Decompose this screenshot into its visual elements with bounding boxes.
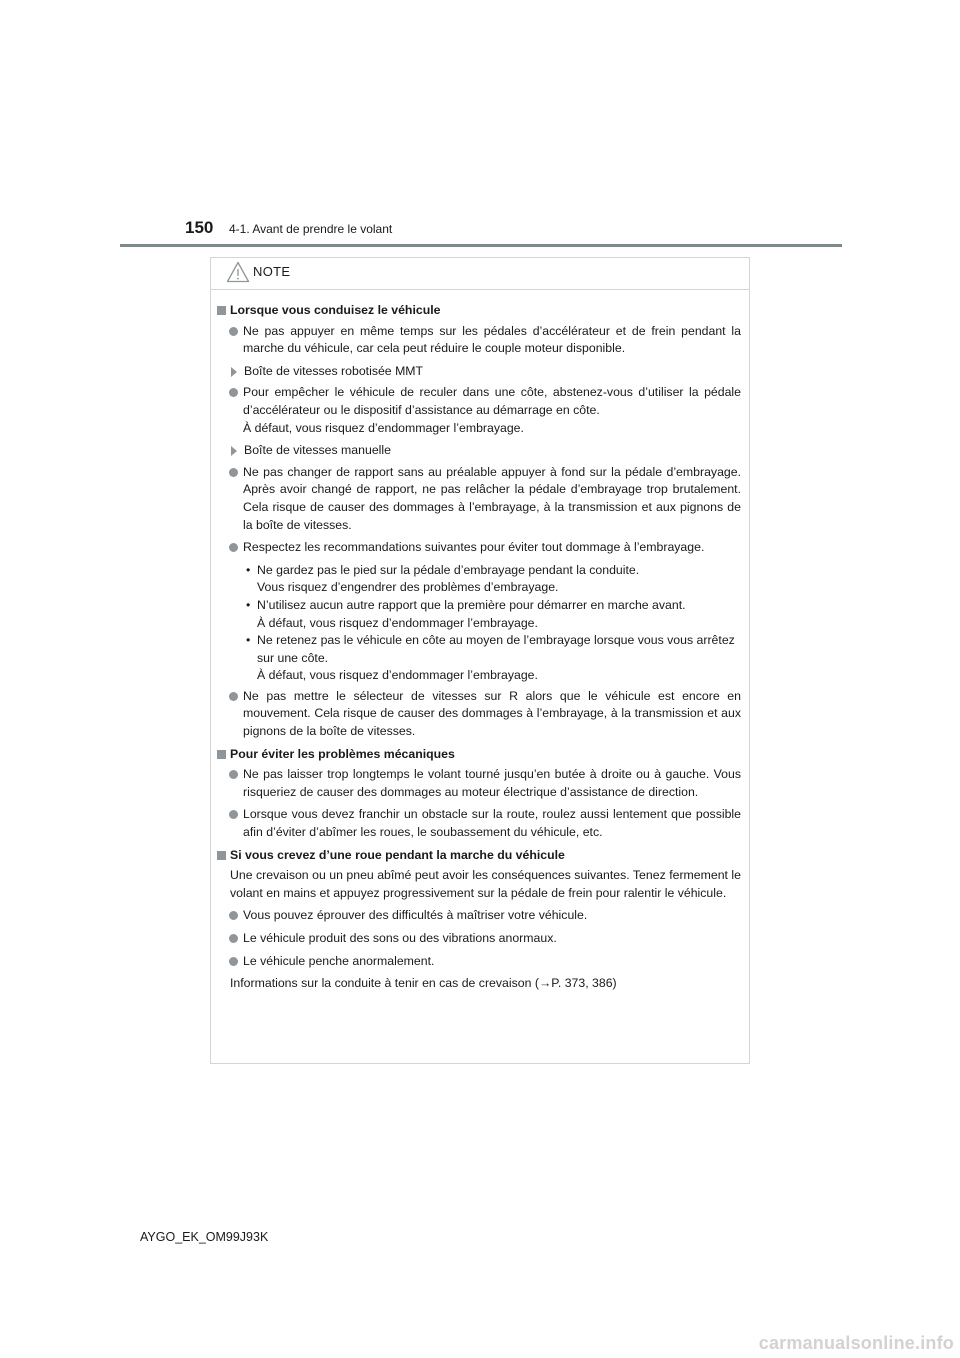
sub-line: • Ne gardez pas le pied sur la pédale d’embrayage pendant la conduite. — [257, 562, 640, 577]
note-box — [210, 257, 750, 1064]
bullet-item: Respectez les recommandations suivantes pour éviter tout dommage à l’embrayage. — [217, 539, 741, 557]
section-heading: Pour éviter les problèmes mécaniques — [217, 746, 741, 764]
bullet-item: Ne pas mettre le sélecteur de vitesses sur R alors que le véhicule est encore en mouvement. Cela risque de causer des dommages à l’embrayage, à la transmission et aux pignons de la boîte de vitesses. — [217, 688, 741, 741]
bullet-item: Ne pas changer de rapport sans au préalable appuyer à fond sur la pédale d’embrayage. Après avoir changé de rapport, ne pas relâcher la pédale d’embrayage trop brutalement. Cela risque de causer des dommages à l’embrayage, à la transmission et aux pignons de la boîte de vitesses. — [217, 464, 741, 534]
arrow-item: Boîte de vitesses robotisée MMT — [217, 363, 741, 381]
bullet-item: Le véhicule produit des sons ou des vibrations anormaux. — [217, 930, 741, 948]
section-heading: Lorsque vous conduisez le véhicule — [217, 302, 741, 320]
bullet-item: Ne pas appuyer en même temps sur les pédales d’accélérateur et de frein pendant la marche du véhicule, car cela peut réduire le couple moteur disponible. — [217, 323, 741, 358]
cross-reference: Informations sur la conduite à tenir en cas de crevaison (→P. 373, 386) — [230, 976, 617, 991]
section-heading: Si vous crevez d’une roue pendant la marche du véhicule — [217, 847, 741, 865]
bullet-item — [217, 384, 741, 437]
note-body — [211, 290, 749, 993]
paragraph: Une crevaison ou un pneu abîmé peut avoir les conséquences suivantes. Tenez fermement le volant en mains et appuyez progressivement sur la pédale de frein pour ralentir le véhicule. — [230, 868, 741, 900]
page-number: 150 — [185, 218, 214, 237]
bullet-line: À défaut, vous risquez d’endommager l’embrayage. — [243, 420, 524, 435]
sub-line: À défaut, vous risquez d’endommager l’embrayage. — [257, 615, 538, 630]
bullet-item: Le véhicule penche anormalement. — [217, 953, 741, 971]
sub-item — [217, 632, 741, 685]
watermark: carmanualsonline.info — [758, 1333, 954, 1353]
sub-line: • Ne retenez pas le véhicule en côte au moyen de l’embrayage lorsque vous vous arrêtez sur une côte. — [257, 633, 735, 665]
sub-item — [217, 597, 741, 632]
section-title: 4-1. Avant de prendre le volant — [229, 222, 393, 236]
bullet-line: Pour empêcher le véhicule de reculer dans une côte, abstenez-vous d’utiliser la pédale d’accélérateur ou le dispositif d’assistance au démarrage en côte. — [243, 385, 741, 417]
note-label: NOTE — [253, 264, 291, 279]
bullet-item: Ne pas laisser trop longtemps le volant tourné jusqu’en butée à droite ou à gauche. Vous risqueriez de causer des dommages au moteur électrique d’assistance de direction. — [217, 766, 741, 801]
sub-list — [217, 562, 741, 685]
bullet-item: Lorsque vous devez franchir un obstacle sur la route, roulez aussi lentement que possible afin d’éviter d’abîmer les roues, le soubassement du véhicule, etc. — [217, 806, 741, 841]
note-header — [211, 258, 749, 290]
document-code: AYGO_EK_OM99J93K — [140, 1230, 269, 1244]
sub-item — [217, 562, 741, 597]
bullet-item: Vous pouvez éprouver des difficultés à maîtriser votre véhicule. — [217, 907, 741, 925]
sub-line: Vous risquez d’engendrer des problèmes d’embrayage. — [257, 580, 559, 595]
sub-line: • N’utilisez aucun autre rapport que la première pour démarrer en marche avant. — [257, 597, 686, 612]
header-rule — [120, 244, 842, 247]
sub-line: À défaut, vous risquez d’endommager l’embrayage. — [257, 668, 538, 683]
warning-triangle-icon — [226, 261, 250, 283]
arrow-item: Boîte de vitesses manuelle — [217, 442, 741, 460]
